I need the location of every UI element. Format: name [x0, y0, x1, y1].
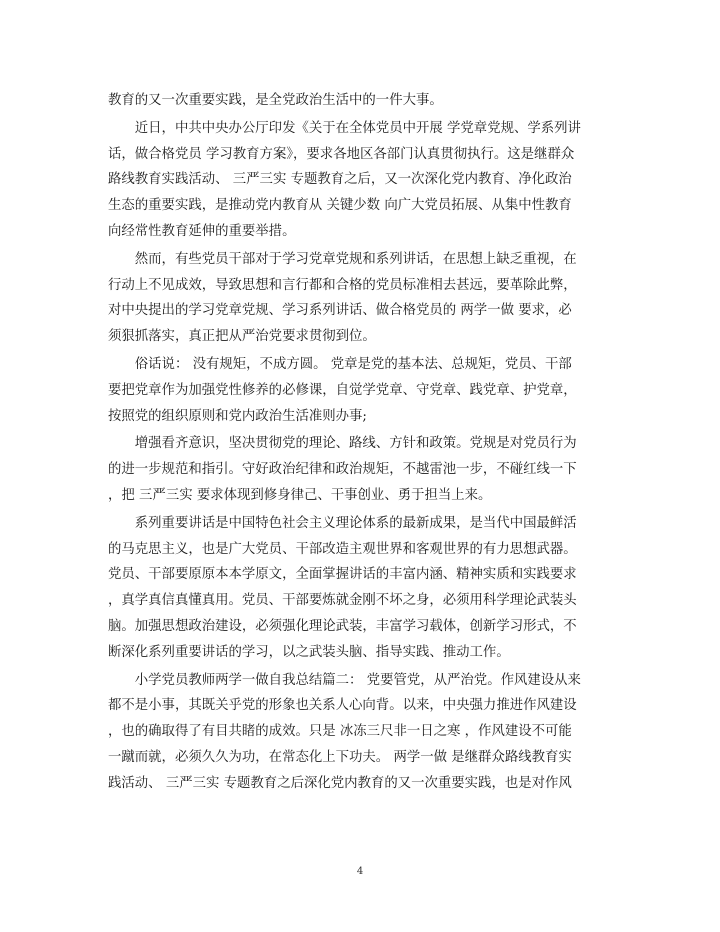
text-line: 增强看齐意识，坚决贯彻党的理论、路线、方针和政策。党规是对党员行为: [108, 436, 577, 452]
document-body: [108, 88, 608, 797]
text-line: 路线教育实践活动、 三严三实 专题教育之后，又一次深化党内教育、净化政治: [108, 172, 572, 188]
paragraph: [108, 88, 608, 114]
text-line: 对中央提出的学习党章党规、学习系列讲话、做合格党员的 两学一做 要求，必: [108, 303, 572, 319]
text-line: 脑。加强思想政治建设，必须强化理论武装，丰富学习载体，创新学习形式，不: [108, 618, 577, 634]
paragraph: [108, 116, 608, 245]
text-line: ，真学真信真懂真用。党员、干部要炼就金刚不坏之身，必须用科学理论武装头: [108, 593, 577, 609]
text-line: 小学党员教师两学一做自我总结篇二： 党要管党，从严治党。作风建设从来: [108, 672, 581, 688]
text-line: 话，做合格党员 学习教育方案》，要求各地区各部门认真贯彻执行。这是继群众: [108, 146, 575, 162]
text-line: 向经常性教育延伸的重要举措。: [108, 223, 296, 239]
text-line: 要把党章作为加强党性修养的必修课，自觉学党章、守党章、践党章、护党章，: [108, 382, 577, 398]
text-line: 按照党的组织原则和党内政治生活准则办事;: [108, 408, 367, 424]
text-line: 的马克思主义，也是广大党员、干部改造主观世界和客观世界的有力思想武器。: [108, 541, 577, 557]
text-line: 系列重要讲话是中国特色社会主义理论体系的最新成果，是当代中国最鲜活: [108, 515, 577, 531]
text-line: 须狠抓落实，真正把从严治党要求贯彻到位。: [108, 329, 376, 345]
text-line: 教育的又一次重要实践，是全党政治生活中的一件大事。: [108, 93, 443, 108]
text-line: 都不是小事，其既关乎党的形象也关系人心向背。以来，中央强力推进作风建设: [108, 698, 577, 714]
text-line: 生态的重要实践，是推动党内教育从 关键少数 向广大党员拓展、从集中性教育: [108, 198, 572, 214]
paragraph: [108, 247, 608, 350]
text-line: 断深化系列重要讲话的学习，以之武装头脑、指导实践、推动工作。: [108, 644, 510, 660]
text-line: 行动上不见成效，导致思想和言行都和合格的党员标准相去甚远，要革除此弊，: [108, 277, 577, 293]
text-line: 党员、干部要原原本本学原文，全面掌握讲话的丰富内涵、精神实质和实践要求: [108, 567, 577, 583]
paragraph: [108, 668, 608, 797]
text-line: 近日，中共中央办公厅印发《关于在全体党员中开展 学党章党规、学系列讲: [108, 120, 581, 136]
page-number: 4: [356, 866, 364, 877]
text-line: 俗话说： 没有规矩，不成方圆。 党章是党的基本法、总规矩，党员、干部: [108, 356, 572, 372]
text-line: 一蹴而就，必须久久为功，在常态化上下功夫。 两学一做 是继群众路线教育实: [108, 749, 572, 765]
text-line: ，也的确取得了有目共睹的成效。只是 冰冻三尺非一日之寒 ，作风建设不可能: [108, 724, 572, 740]
paragraph: [108, 511, 608, 666]
text-line: 践活动、 三严三实 专题教育之后深化党内教育的又一次重要实践，也是对作风: [108, 775, 572, 791]
paragraph: [108, 352, 608, 429]
text-line: 的进一步规范和指引。守好政治纪律和政治规矩，不越雷池一步，不碰红线一下: [108, 462, 577, 478]
paragraph: [108, 431, 608, 508]
text-line: 然而，有些党员干部对于学习党章党规和系列讲话，在思想上缺乏重视，在: [108, 251, 577, 267]
text-line: ，把 三严三实 要求体现到修身律己、干事创业、勇于担当上来。: [108, 487, 492, 503]
